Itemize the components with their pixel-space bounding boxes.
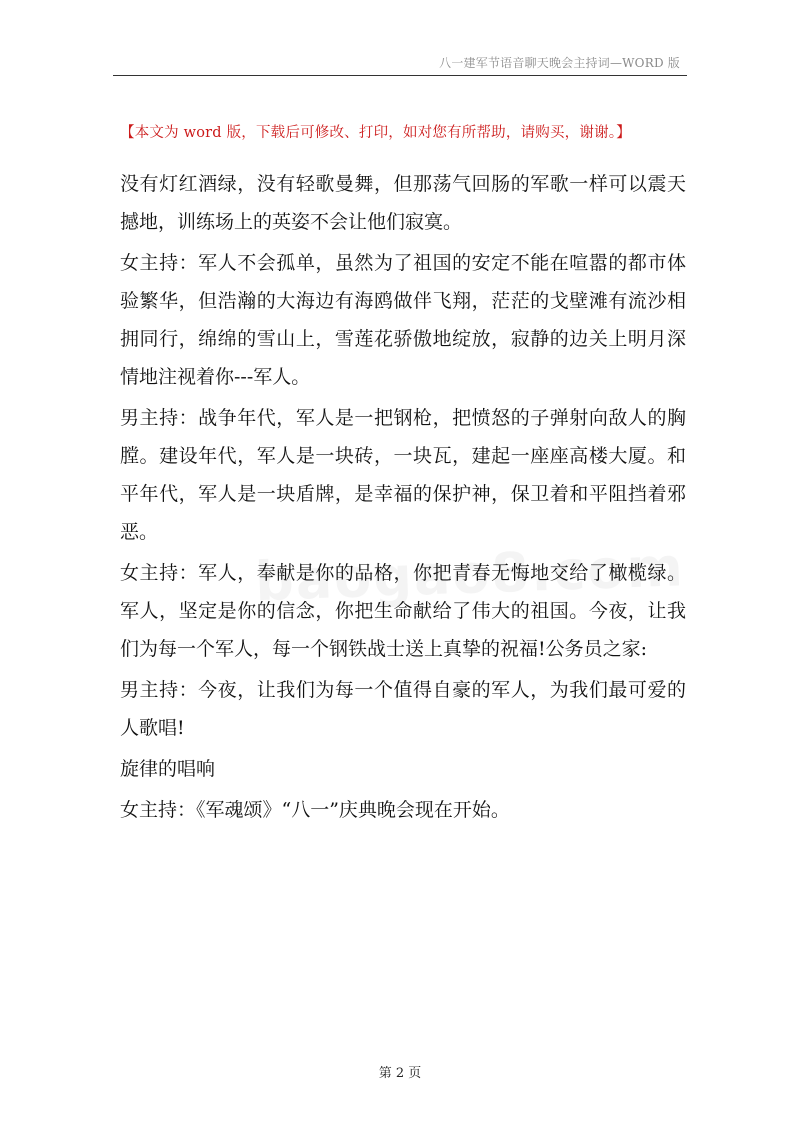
header-title: 八一建军节语音聊天晚会主持词—WORD 版 [439,56,680,70]
paragraph-1: 没有灯红酒绿，没有轻歌曼舞，但那荡气回肠的军歌一样可以震天撼地，训练场上的英姿不会让他们寂寞。 [120,173,686,233]
download-notice: 【本文为 word 版，下载后可修改、打印，如对您有所帮助，请购买，谢谢。】 [120,125,631,141]
page-number: 第 2 页 [378,1066,422,1081]
paragraph-4: 女主持：军人，奉献是你的品格，你把青春无悔地交给了橄榄绿。军人，坚定是你的信念，你把生命献给了伟大的祖国。今夜，让我们为每一个军人，每一个钢铁战士送上真挚的祝福!公务员之家: [120,562,686,660]
header-divider [113,75,687,76]
paragraph-6: 旋律的唱响 [120,758,216,780]
paragraph-3: 男主持：战争年代，军人是一把钢枪，把愤怒的子弹射向敌人的胸膛。建设年代，军人是一块砖，一块瓦，建起一座座高楼大厦。和平年代，军人是一块盾牌，是幸福的保护神，保卫着和平阻挡着邪恶。 [120,407,686,543]
document-body [120,165,686,832]
paragraph-5: 男主持：今夜，让我们为每一个值得自豪的军人，为我们最可爱的人歌唱! [120,679,686,739]
paragraph-2: 女主持：军人不会孤单，虽然为了祖国的安定不能在喧嚣的都市体验繁华，但浩瀚的大海边有海鸥做伴飞翔，茫茫的戈壁滩有流沙相拥同行，绵绵的雪山上，雪莲花骄傲地绽放，寂静的边关上明月深情地注视着你---军人。 [120,252,686,388]
paragraph-7: 女主持：《军魂颂》“八一”庆典晚会现在开始。 [120,799,510,821]
